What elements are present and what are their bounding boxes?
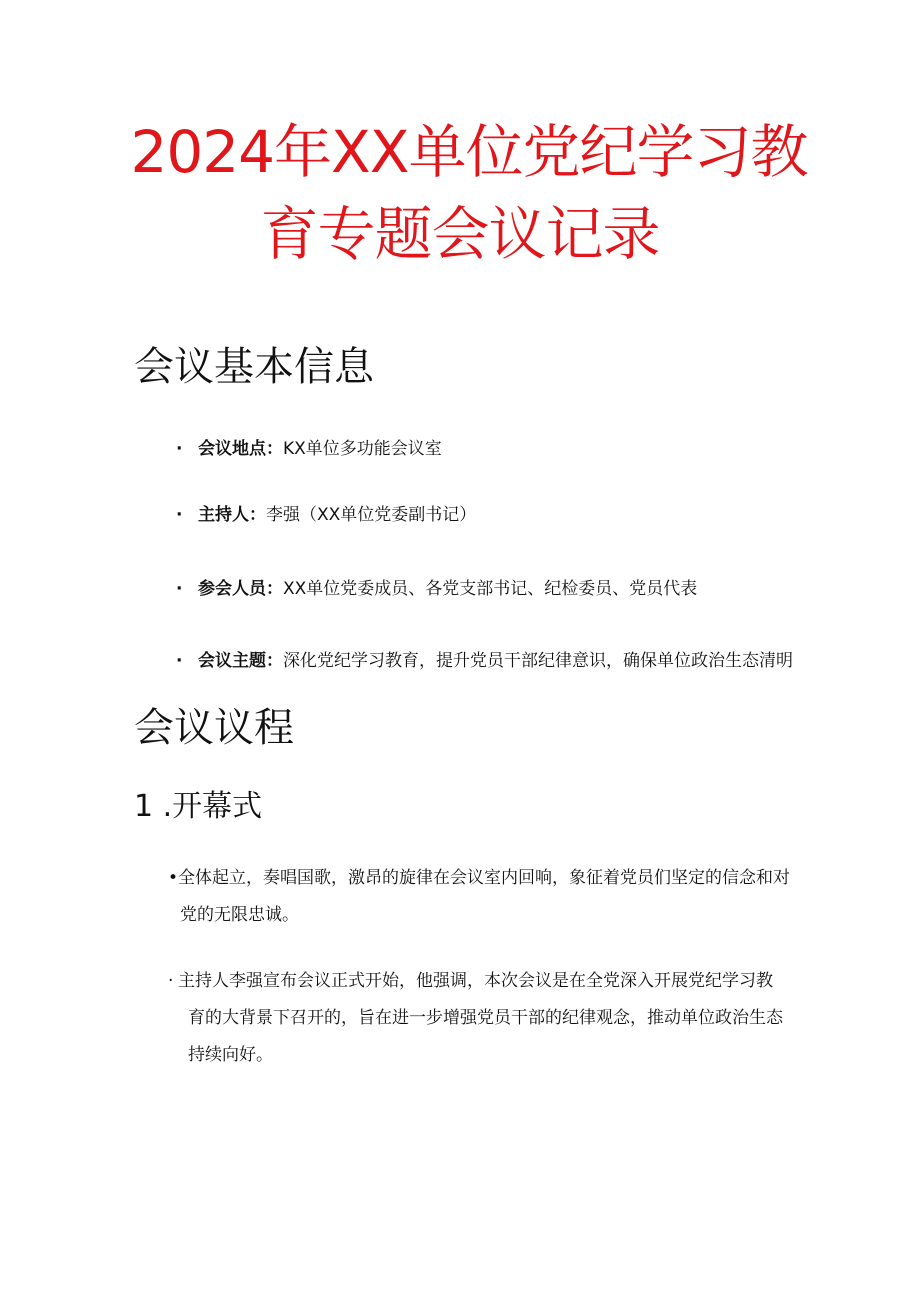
bullet: · (176, 651, 183, 671)
info-item-attendees (176, 577, 697, 601)
bullet: · (176, 579, 183, 599)
info-label: 会议主题： (198, 651, 283, 671)
paragraph-text: 全体起立，奏唱国歌，激昂的旋律在会议室内回响，象征着党员们坚定的信念和对 (178, 868, 790, 888)
info-value: KX单位多功能会议室 (283, 439, 442, 459)
info-label: 主持人： (198, 505, 266, 525)
info-item-theme (176, 649, 793, 673)
bullet: • (168, 868, 179, 888)
paragraph-line: 育的大背景下召开的，旨在进一步增强党员干部的纪律观念，推动单位政治生态 (188, 1008, 783, 1028)
section-heading-basic-info: 会议基本信息 (134, 344, 374, 390)
info-value: 深化党纪学习教育，提升党员干部纪律意识，确保单位政治生态清明 (283, 651, 793, 671)
info-label: 参会人员： (198, 579, 283, 599)
info-item-location (176, 437, 442, 461)
paragraph-line (168, 860, 798, 897)
info-item-host (176, 503, 476, 527)
info-value: XX单位党委成员、各党支部书记、纪检委员、党员代表 (283, 579, 698, 599)
agenda-paragraph-host-opening (168, 963, 798, 1074)
bullet: · (176, 439, 183, 459)
bullet: · (176, 505, 183, 525)
info-value: 李强（XX单位党委副书记） (266, 505, 477, 525)
agenda-paragraph-anthem (168, 860, 798, 934)
paragraph-line: 持续向好。 (188, 1045, 273, 1065)
bullet: · (168, 971, 174, 991)
section-heading-agenda: 会议议程 (134, 705, 294, 751)
document-title-line-2: 育专题会议记录 (260, 200, 660, 268)
paragraph-line (168, 963, 798, 1000)
paragraph-line: 党的无限忠诚。 (180, 905, 299, 925)
info-label: 会议地点： (198, 439, 283, 459)
subsection-heading-opening: 1 .开幕式 (134, 789, 263, 824)
paragraph-text: 主持人李强宣布会议正式开始，他强调，本次会议是在全党深入开展党纪学习教 (178, 971, 773, 991)
document-title-line-1: 2024年XX单位党纪学习教 (130, 118, 808, 186)
